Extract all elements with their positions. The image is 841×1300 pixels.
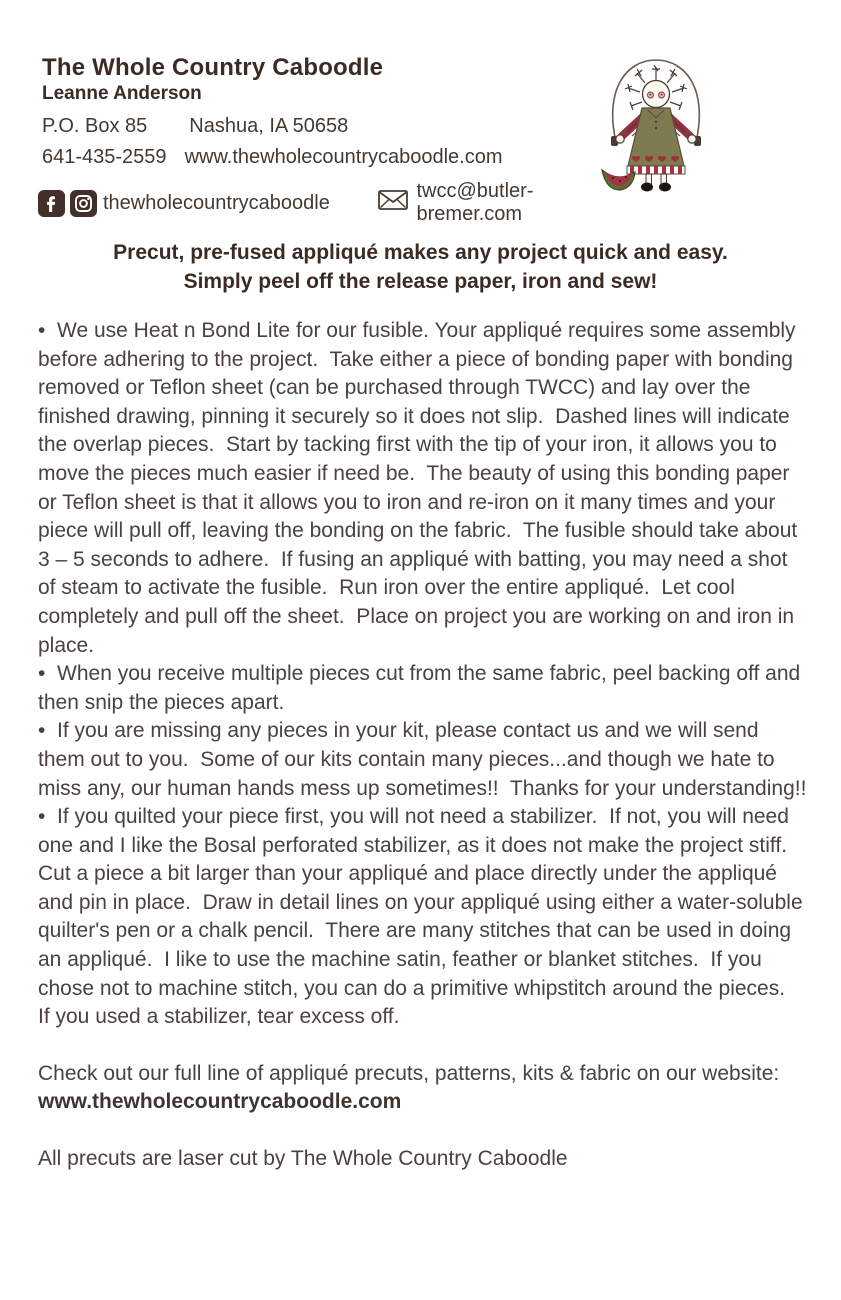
envelope-icon — [377, 188, 409, 218]
bullet-stabilizer-stitching: • If you quilted your piece first, you will not need a stabilizer. If not, you will need one and I like the Bosal perforated stabilizer, as it does not make the project stiff. Cut a piece a bit larger than your appliqué and place directly under the appliqué and pin in place. Draw in detail lines on your appliqué using either a water-soluble quilter's pen or a chalk pencil. There are many stitches that can be used in doing an appliqué. I like to use the machine satin, feather or blanket stitches. If you chose not to machine stitch, you can do a primitive whipstitch around the pieces. If you used a stabilizer, tear excess off. — [38, 805, 809, 1029]
address-row — [42, 114, 602, 138]
bullet-fusible-instructions: • We use Heat n Bond Lite for our fusible. Your appliqué requires some assembly before adhering to the project. Take either a piece of bonding paper with bonding removed or Teflon sheet (can be purchased through TWCC) and lay over the finished drawing, pinning it securely so it does not slip. Dashed lines will indicate the overlap pieces. Start by tacking first with the tip of your iron, it allows you to move the pieces much easier if need be. The beauty of using this bonding paper or Teflon sheet is that it allows you to iron and re-iron on it many times and your piece will pull off, leaving the bonding on the fabric. The fusible should take about 3 – 5 seconds to adhere. If fusing an appliqué with batting, you may need a shot of steam to activate the fusible. Run iron over the entire appliqué. Let cool completely and pull off the sheet. Place on project you are working on and iron in place. — [38, 319, 804, 657]
closing-line — [38, 1060, 808, 1117]
closing-website-url: www.thewholecountrycaboodle.com — [38, 1090, 402, 1114]
social-handle: thewholecountrycaboodle — [103, 191, 330, 214]
bullet-multiple-pieces: • When you receive multiple pieces cut from the same fabric, peel backing off and then snip the pieces apart. — [38, 662, 807, 714]
bullet-missing-pieces: • If you are missing any pieces in your kit, please contact us and we will send them out to you. Some of our kits contain many pieces...and though we hate to miss any, our human hands mess up sometimes!! Thanks for your understanding!! — [38, 719, 807, 800]
social-row — [38, 180, 602, 226]
intro-tagline — [0, 238, 841, 296]
phone-row — [42, 145, 602, 169]
owner-name: Leanne Anderson — [42, 83, 202, 104]
letterhead — [42, 54, 602, 226]
website-url: www.thewholecountrycaboodle.com — [184, 146, 503, 168]
po-box: P.O. Box 85 — [42, 115, 148, 137]
intro-line-1: Precut, pre-fused appliqué makes any project quick and easy. — [113, 241, 728, 264]
phone-number: 641-435-2559 — [42, 146, 167, 168]
company-name: The Whole Country Caboodle — [42, 54, 384, 81]
email-address: twcc@butler-bremer.com — [416, 180, 534, 225]
facebook-icon — [38, 190, 65, 217]
intro-line-2: Simply peel off the release paper, iron and sew! — [183, 270, 658, 293]
instagram-icon — [70, 190, 97, 217]
city-state-zip: Nashua, IA 50658 — [189, 115, 349, 137]
closing-prefix: Check out our full line of appliqué precuts, patterns, kits & fabric on our website: — [38, 1061, 786, 1085]
jump-rope-doll-illustration — [596, 52, 716, 197]
laser-cut-note: All precuts are laser cut by The Whole Country Caboodle — [38, 1147, 568, 1171]
instructions-body — [38, 317, 808, 1174]
